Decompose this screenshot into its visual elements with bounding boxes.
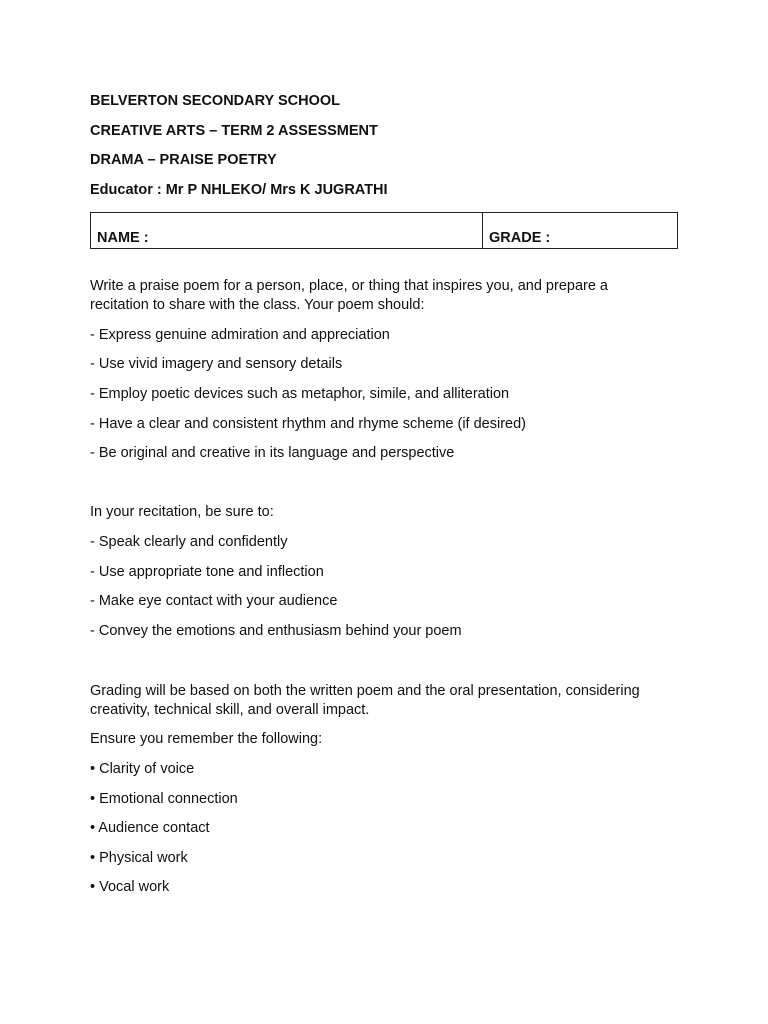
list-item: - Use appropriate tone and inflection	[90, 564, 324, 580]
list-item: - Make eye contact with your audience	[90, 593, 338, 609]
grade-cell[interactable]	[483, 213, 677, 248]
grade-label: GRADE :	[489, 230, 551, 246]
list-item: - Express genuine admiration and appreciation	[90, 327, 390, 343]
name-cell[interactable]	[91, 213, 483, 248]
list-item: - Speak clearly and confidently	[90, 534, 288, 550]
list-item: - Use vivid imagery and sensory details	[90, 356, 343, 372]
name-label: NAME :	[97, 230, 149, 246]
list-item: • Clarity of voice	[90, 761, 195, 777]
list-item: • Physical work	[90, 850, 188, 866]
school-name: BELVERTON SECONDARY SCHOOL	[90, 93, 341, 109]
recitation-intro: In your recitation, be sure to:	[90, 504, 274, 520]
list-item: - Be original and creative in its language and perspective	[90, 445, 455, 461]
list-item: • Vocal work	[90, 879, 170, 895]
topic-title: DRAMA – PRAISE POETRY	[90, 152, 277, 168]
list-item: - Have a clear and consistent rhythm and rhyme scheme (if desired)	[90, 416, 526, 432]
intro-paragraph: Write a praise poem for a person, place, or thing that inspires you, and prepare a recitation to share with the class. Your poem should:	[90, 278, 608, 313]
list-item: • Emotional connection	[90, 791, 238, 807]
grading-paragraph: Grading will be based on both the written poem and the oral presentation, considering creativity, technical skill, and overall impact.	[90, 683, 640, 718]
remember-intro: Ensure you remember the following:	[90, 731, 323, 747]
assessment-title: CREATIVE ARTS – TERM 2 ASSESSMENT	[90, 122, 378, 139]
list-item: - Employ poetic devices such as metaphor, simile, and alliteration	[90, 386, 510, 402]
list-item: - Convey the emotions and enthusiasm behind your poem	[90, 623, 462, 639]
list-item: • Audience contact	[90, 820, 210, 836]
document-header	[90, 93, 680, 211]
learner-info-table	[90, 212, 678, 249]
educator-line: Educator : Mr P NHLEKO/ Mrs K JUGRATHI	[90, 181, 388, 198]
